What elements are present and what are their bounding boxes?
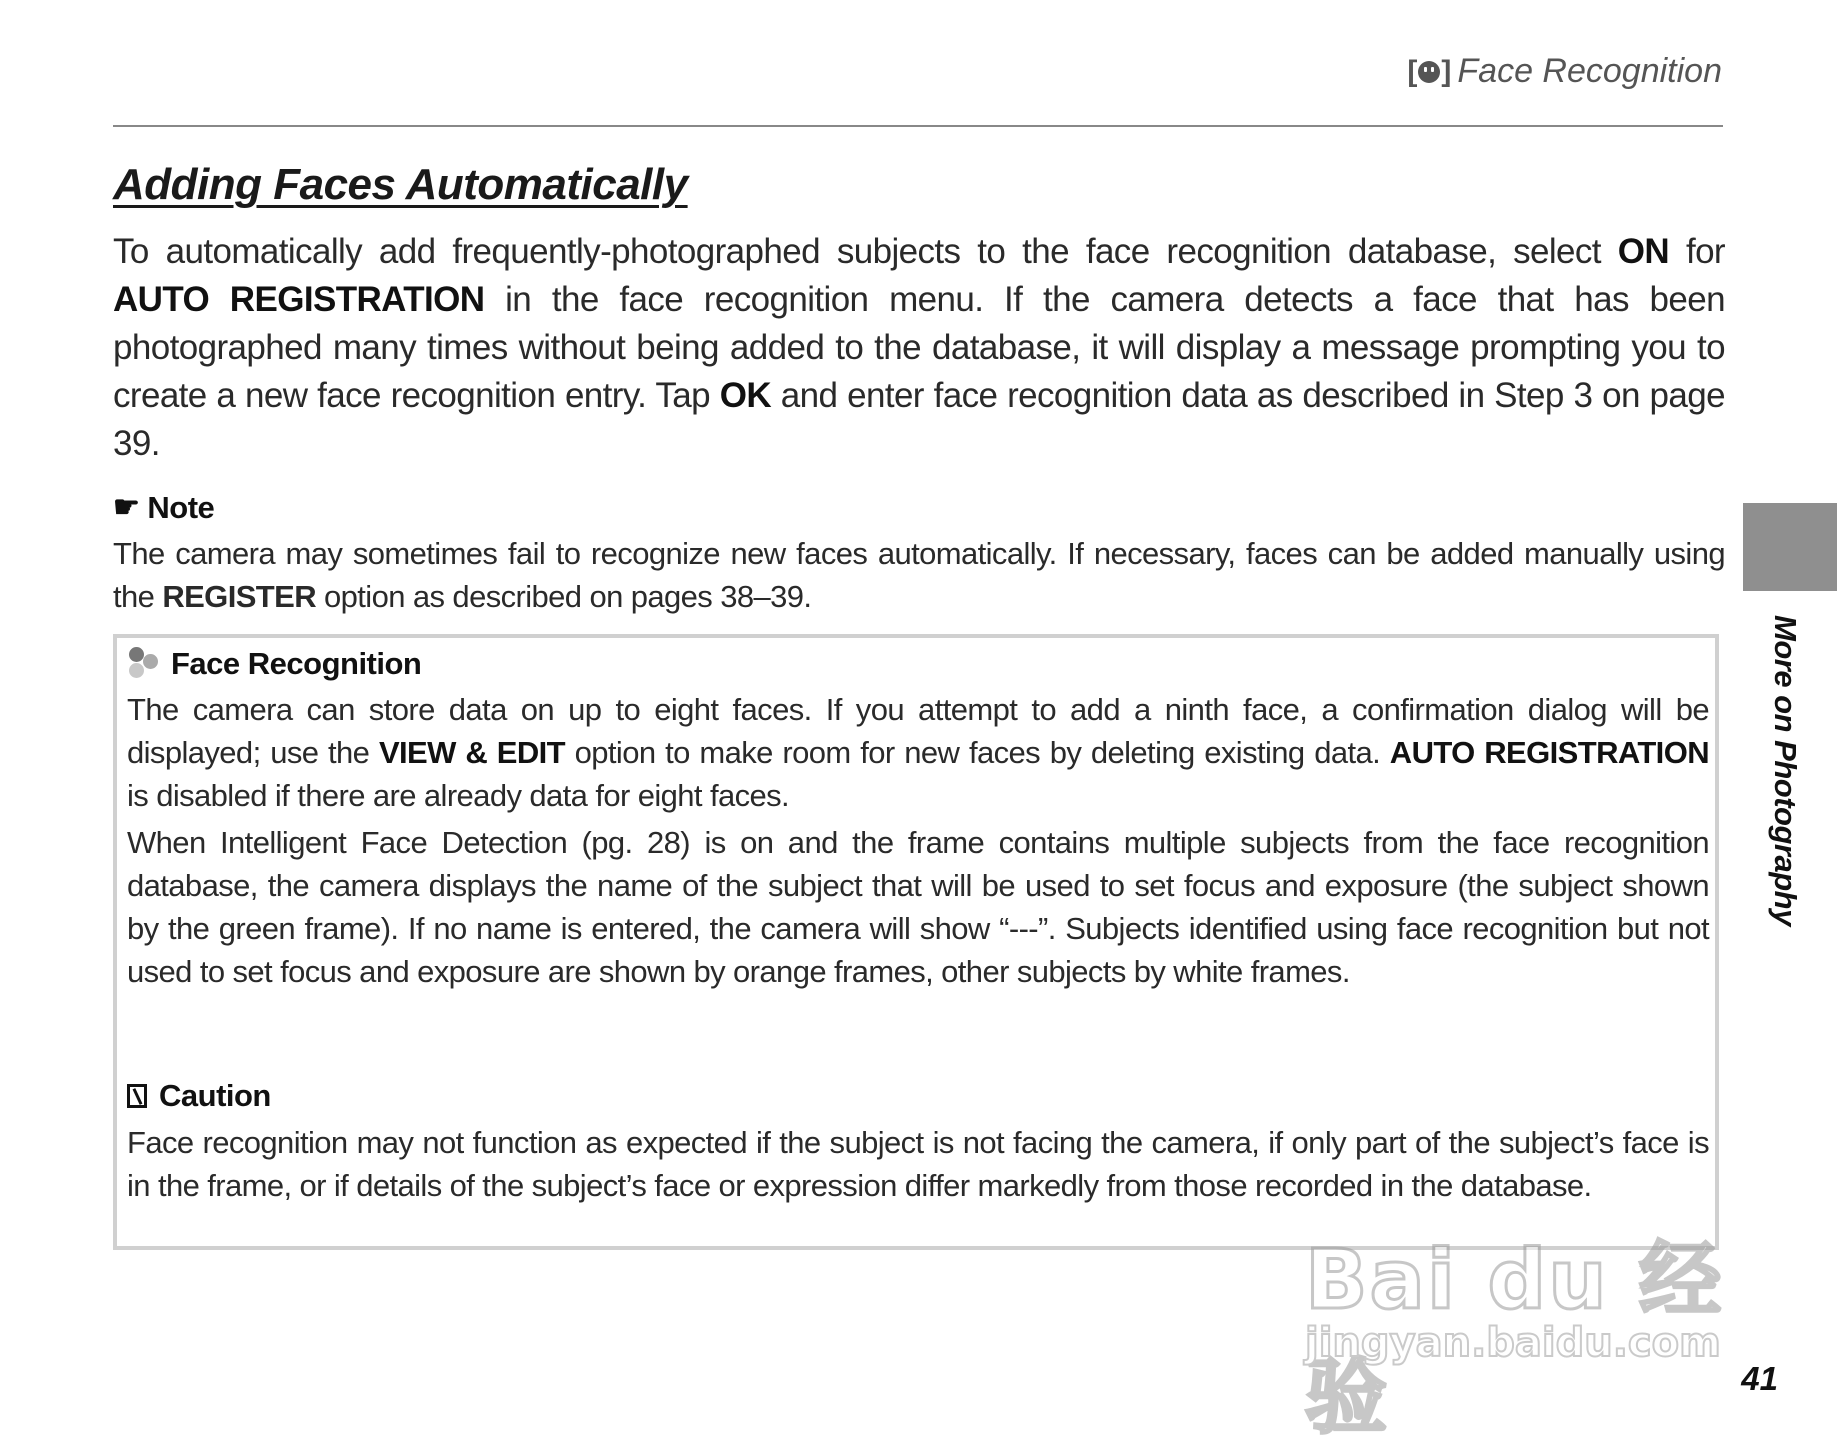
chapter-tab-marker	[1743, 503, 1837, 591]
infobox-paragraph-detection: When Intelligent Face Detection (pg. 28) is on and the frame contains multiple subjects from the face recognition database, the camera displays the name of the subject that will be used to set focus and exposure (the subject shown by the green frame). If no name is entered, the camera will show “---”. Subjects identified using face recognition but not used to set focus and exposure are shown by orange frames, other subjects by white frames.	[127, 825, 1709, 989]
watermark-main: Bai du 经验	[1305, 1233, 1724, 1445]
note-text: The camera may sometimes fail to recognize new faces automatically. If necessary, faces can be added manually using the REGISTER option as described on pages 38–39.	[113, 536, 1725, 614]
page-title: Adding Faces Automatically	[113, 160, 688, 209]
note-heading-label: Note	[147, 490, 215, 525]
header-divider	[113, 125, 1723, 127]
running-header	[1407, 52, 1722, 91]
face-recognition-icon: [ ]	[1407, 54, 1452, 88]
caution-text: Face recognition may not function as expected if the subject is not facing the camera, if only part of the subject’s face is in the frame, or if details of the subject’s face or expression differ markedly from those recorded in the database.	[127, 1125, 1709, 1203]
page-number: 41	[1741, 1360, 1778, 1397]
face-recognition-infobox	[113, 634, 1719, 1250]
chapter-side-label: More on Photography	[1768, 615, 1803, 926]
note-heading	[113, 490, 214, 526]
caution-heading	[127, 1078, 271, 1114]
intro-paragraph: To automatically add frequently-photographed subjects to the face recognition database, select ON for AUTO REGISTRATION in the face recognition menu. If the camera detects a face that has been photographed many times without being added to the database, it will display a message prompting you to create a new face recognition entry. Tap OK and enter face recognition data as described in Step 3 on page 39.	[113, 232, 1726, 463]
watermark-url: jingyan.baidu.com	[1305, 1320, 1721, 1366]
baidu-watermark	[1295, 1215, 1735, 1445]
caution-icon	[127, 1084, 147, 1108]
face-recognition-hex-icon	[127, 647, 163, 681]
infobox-heading	[127, 646, 421, 682]
caution-heading-label: Caution	[159, 1078, 271, 1113]
pointing-hand-icon: ☛	[113, 491, 140, 524]
infobox-heading-label: Face Recognition	[171, 646, 422, 681]
running-header-title: Face Recognition	[1457, 52, 1722, 90]
infobox-paragraph-storage: The camera can store data on up to eight faces. If you attempt to add a ninth face, a confirmation dialog will be displayed; use the VIEW & EDIT option to make room for new faces by deleting existing data. AUTO REGISTRATION is disabled if there are already data for eight faces.	[127, 692, 1709, 813]
